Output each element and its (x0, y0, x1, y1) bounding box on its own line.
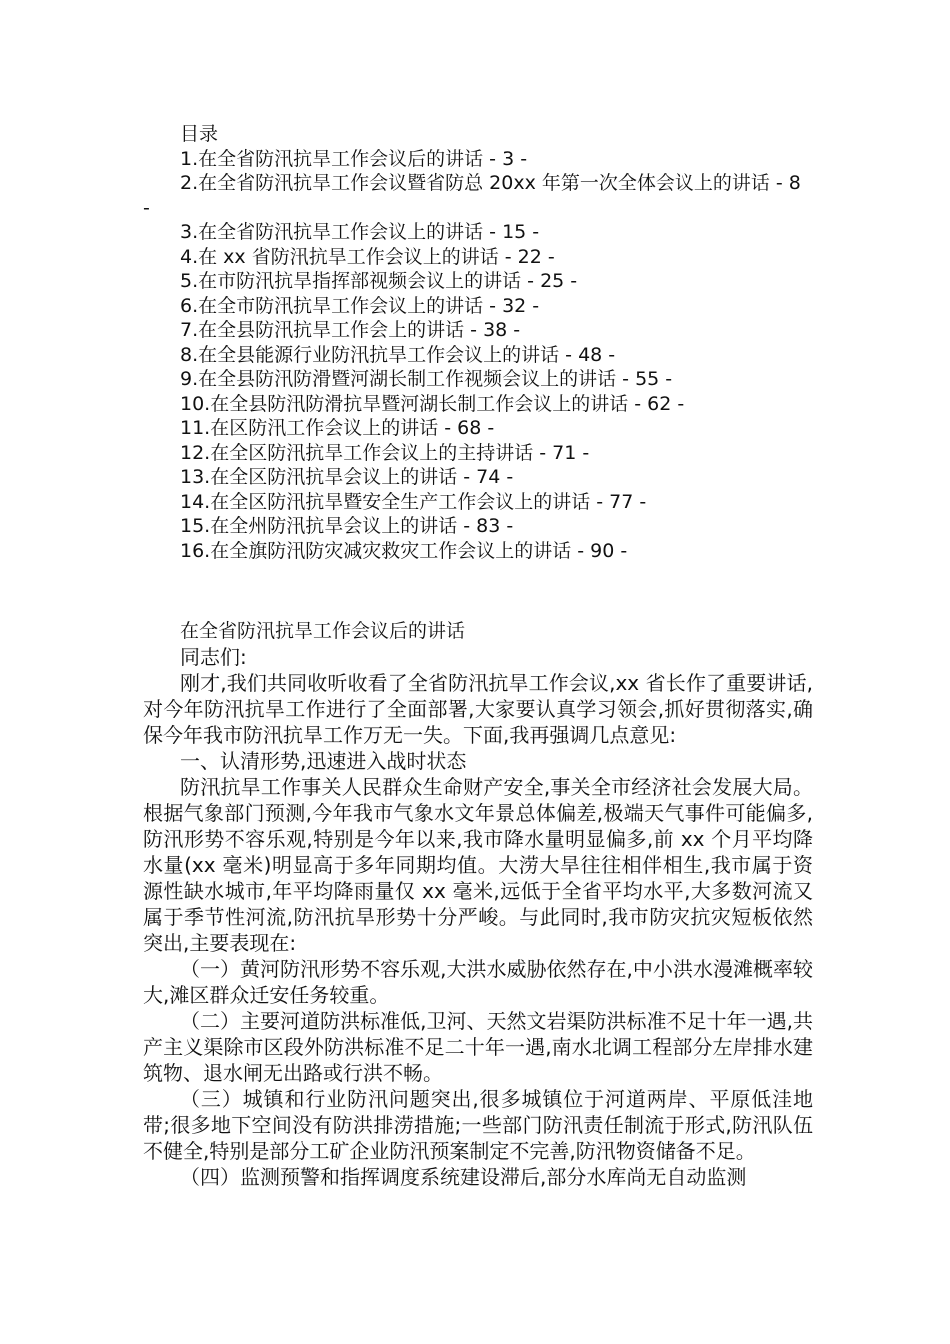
toc-item: 9.在全县防汛防滑暨河湖长制工作视频会议上的讲话 - 55 - (180, 368, 673, 390)
greeting: 同志们: (180, 644, 247, 669)
document-content (143, 122, 813, 1190)
toc-item: 4.在 xx 省防汛抗旱工作会议上的讲话 - 22 - (180, 245, 555, 268)
toc-item: 2.在全省防汛抗旱工作会议暨省防总 20xx 年第一次全体会议上的讲话 - 8 - (143, 172, 801, 219)
toc-item: 6.在全市防汛抗旱工作会议上的讲话 - 32 - (180, 294, 540, 317)
toc-item: 8.在全县能源行业防汛抗旱工作会议上的讲话 - 48 - (180, 343, 616, 366)
toc-item: 13.在全区防汛抗旱会议上的讲话 - 74 - (180, 466, 514, 488)
sub-point: （三）城镇和行业防汛问题突出,很多城镇位于河道两岸、平原低洼地带;很多地下空间没有防洪排涝措施;一些部门防汛责任制流于形式,防汛队伍不健全,特别是部分工矿企业防汛预案制定不完善,防汛物资储备不足。 (143, 1086, 813, 1163)
toc-item: 12.在全区防汛抗旱工作会议上的主持讲话 - 71 - (180, 441, 590, 464)
toc-item: 1.在全省防汛抗旱工作会议后的讲话 - 3 - (180, 147, 528, 170)
toc-item: 7.在全县防汛抗旱工作会上的讲话 - 38 - (180, 319, 521, 341)
toc-item: 11.在区防汛工作会议上的讲话 - 68 - (180, 417, 495, 439)
paragraph: 防汛抗旱工作事关人民群众生命财产安全,事关全市经济社会发展大局。根据气象部门预测,今年我市气象水文年景总体偏差,极端天气事件可能偏多,防汛形势不容乐观,特别是今年以来,我市降水量明显偏多,前 xx 个月平均降水量(xx 毫米)明显高于多年同期均值。大涝大旱往往相伴相生,我市属于资源性缺水城市,年平均降雨量仅 xx 毫米,远低于全省平均水平,大多数河流又属于季节性河流,防汛抗旱形势十分严峻。与此同时,我市防灾抗灾短板依然突出,主要表现在: (143, 774, 813, 955)
sub-point: （一）黄河防汛形势不容乐观,大洪水威胁依然存在,中小洪水漫滩概率较大,滩区群众迁安任务较重。 (143, 956, 813, 1007)
toc-item: 10.在全县防汛防滑抗旱暨河湖长制工作会议上的讲话 - 62 - (180, 392, 685, 415)
article-title: 在全省防汛抗旱工作会议后的讲话 (180, 620, 466, 642)
toc-item: 14.在全区防汛抗旱暨安全生产工作会议上的讲话 - 77 - (180, 490, 647, 513)
toc-item: 5.在市防汛抗旱指挥部视频会议上的讲话 - 25 - (180, 270, 578, 292)
toc-item: 16.在全旗防汛防灾减灾救灾工作会议上的讲话 - 90 - (180, 539, 628, 562)
toc-item: 15.在全州防汛抗旱会议上的讲话 - 83 - (180, 515, 514, 537)
paragraph: 刚才,我们共同收听收看了全省防汛抗旱工作会议,xx 省长作了重要讲话,对今年防汛抗旱工作进行了全面部署,大家要认真学习领会,抓好贯彻落实,确保今年我市防汛抗旱工作万无一失。下面,我再强调几点意见: (143, 670, 813, 747)
toc-item: 3.在全省防汛抗旱工作会议上的讲话 - 15 - (180, 221, 540, 243)
toc-title: 目录 (180, 123, 219, 145)
sub-point: （四）监测预警和指挥调度系统建设滞后,部分水库尚无自动监测 (180, 1164, 747, 1189)
section-heading: 一、认清形势,迅速进入战时状态 (180, 748, 467, 773)
section-spacer (143, 563, 813, 619)
sub-point: （二）主要河道防洪标准低,卫河、天然文岩渠防洪标准不足十年一遇,共产主义渠除市区段外防洪标准不足二十年一遇,南水北调工程部分左岸排水建筑物、退水闸无出路或行洪不畅。 (143, 1008, 813, 1085)
